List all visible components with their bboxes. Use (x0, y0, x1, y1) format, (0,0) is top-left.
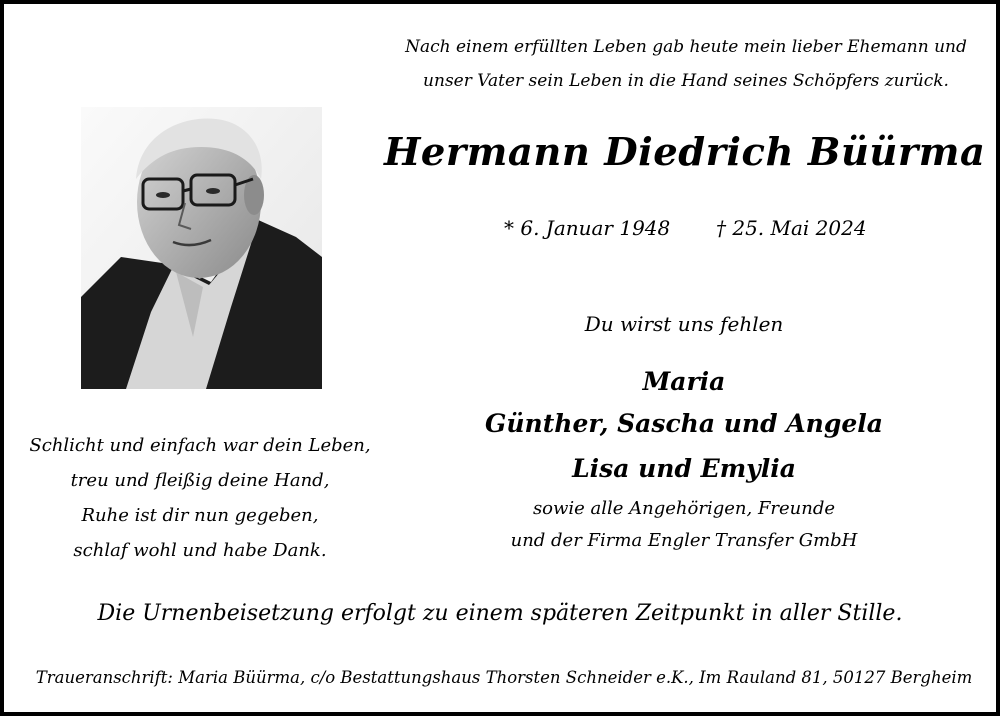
portrait-photo (81, 107, 322, 389)
poem-line: Ruhe ist dir nun gegeben, (81, 505, 319, 526)
mourning-address: Traueranschrift: Maria Büürma, c/o Bestattungshaus Thorsten Schneider e.K., Im Rauland 81, 50127 Bergheim (35, 668, 973, 687)
deceased-name: Hermann Diedrich Büürma (384, 130, 986, 175)
portrait-illustration (81, 107, 322, 389)
intro-line: Nach einem erfüllten Leben gab heute mein lieber Ehemann und (405, 37, 967, 57)
death-date: † 25. Mai 2024 (716, 216, 867, 240)
poem-line: schlaf wohl und habe Dank. (73, 540, 327, 561)
mourner-line: Maria (642, 367, 726, 396)
mourner-line: Lisa und Emylia (572, 454, 796, 483)
poem-line: treu und fleißig deine Hand, (70, 470, 330, 491)
relatives-line: sowie alle Angehörigen, Freunde (532, 498, 836, 519)
poem (20, 428, 380, 568)
mourner-line: Günther, Sascha und Angela (485, 409, 883, 438)
burial-notice: Die Urnenbeisetzung erfolgt zu einem späteren Zeitpunkt in aller Stille. (97, 601, 903, 626)
birth-date: * 6. Januar 1948 (504, 216, 671, 240)
intro-line: unser Vater sein Leben in die Hand seines Schöpfers zurück. (423, 71, 949, 91)
farewell-line: Du wirst uns fehlen (584, 312, 784, 336)
poem-line: Schlicht und einfach war dein Leben, (29, 435, 371, 456)
intro-text (400, 30, 972, 98)
relatives-line: und der Firma Engler Transfer GmbH (510, 530, 858, 551)
